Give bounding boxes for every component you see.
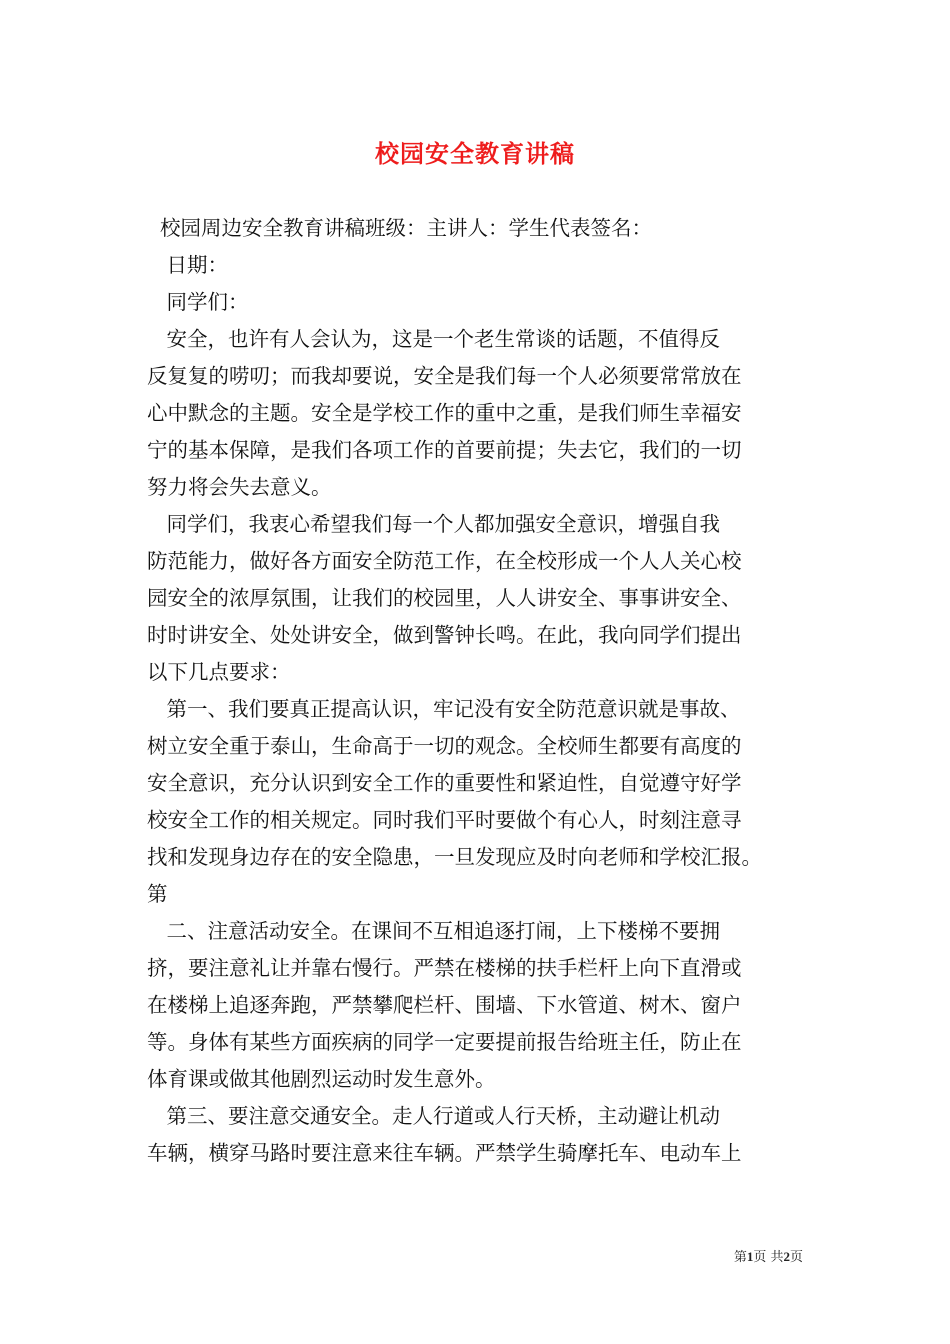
text-line: 时时讲安全、处处讲安全，做到警钟长鸣。在此，我向同学们提出	[147, 623, 742, 647]
footer-suffix: 页	[789, 1250, 803, 1265]
text-line: 努力将会失去意义。	[147, 475, 332, 499]
footer-prefix: 第	[733, 1250, 747, 1265]
text-line: 第	[147, 882, 168, 906]
page-number-footer	[0, 1246, 803, 1265]
text-line: 同学们：	[147, 290, 249, 314]
text-line: 校安全工作的相关规定。同时我们平时要做个有心人，时刻注意寻	[147, 808, 742, 832]
document-body	[147, 210, 813, 1172]
text-line: 在楼梯上追逐奔跑，严禁攀爬栏杆、围墙、下水管道、树木、窗户	[147, 993, 742, 1017]
text-line: 校园周边安全教育讲稿班级：主讲人：学生代表签名：	[147, 216, 653, 240]
text-line: 第一、我们要真正提高认识，牢记没有安全防范意识就是事故、	[147, 697, 741, 721]
text-line: 防范能力，做好各方面安全防范工作，在全校形成一个人人关心校	[147, 549, 742, 573]
text-line: 以下几点要求：	[147, 660, 291, 684]
text-line: 心中默念的主题。安全是学校工作的重中之重，是我们师生幸福安	[147, 401, 742, 425]
text-line: 安全，也许有人会认为，这是一个老生常谈的话题，不值得反	[147, 327, 721, 351]
footer-current-page: 1	[746, 1249, 754, 1264]
text-line: 安全意识，充分认识到安全工作的重要性和紧迫性，自觉遵守好学	[147, 771, 742, 795]
text-line: 车辆，横穿马路时要注意来往车辆。严禁学生骑摩托车、电动车上	[147, 1141, 742, 1165]
footer-total-pages: 2	[783, 1249, 790, 1264]
text-line: 树立安全重于泰山，生命高于一切的观念。全校师生都要有高度的	[147, 734, 742, 758]
text-line: 园安全的浓厚氛围，让我们的校园里，人人讲安全、事事讲安全、	[147, 586, 742, 610]
text-line: 第三、要注意交通安全。走人行道或人行天桥，主动避让机动	[147, 1104, 721, 1128]
text-line: 日期：	[147, 253, 229, 277]
text-line: 二、注意活动安全。在课间不互相追逐打闹，上下楼梯不要拥	[147, 919, 721, 943]
text-line: 宁的基本保障，是我们各项工作的首要前提；失去它，我们的一切	[147, 438, 742, 462]
text-line: 挤，要注意礼让并靠右慢行。严禁在楼梯的扶手栏杆上向下直滑或	[147, 956, 742, 980]
document-title: 校园安全教育讲稿	[375, 139, 575, 168]
text-line: 等。身体有某些方面疾病的同学一定要提前报告给班主任，防止在	[147, 1030, 742, 1054]
text-line: 体育课或做其他剧烈运动时发生意外。	[147, 1067, 496, 1091]
text-line: 找和发现身边存在的安全隐患，一旦发现应及时向老师和学校汇报。	[147, 845, 762, 869]
footer-middle: 页 共	[753, 1250, 784, 1265]
text-line: 同学们，我衷心希望我们每一个人都加强安全意识，增强自我	[147, 512, 721, 536]
text-line: 反复复的唠叨；而我却要说，安全是我们每一个人必须要常常放在	[147, 364, 742, 388]
